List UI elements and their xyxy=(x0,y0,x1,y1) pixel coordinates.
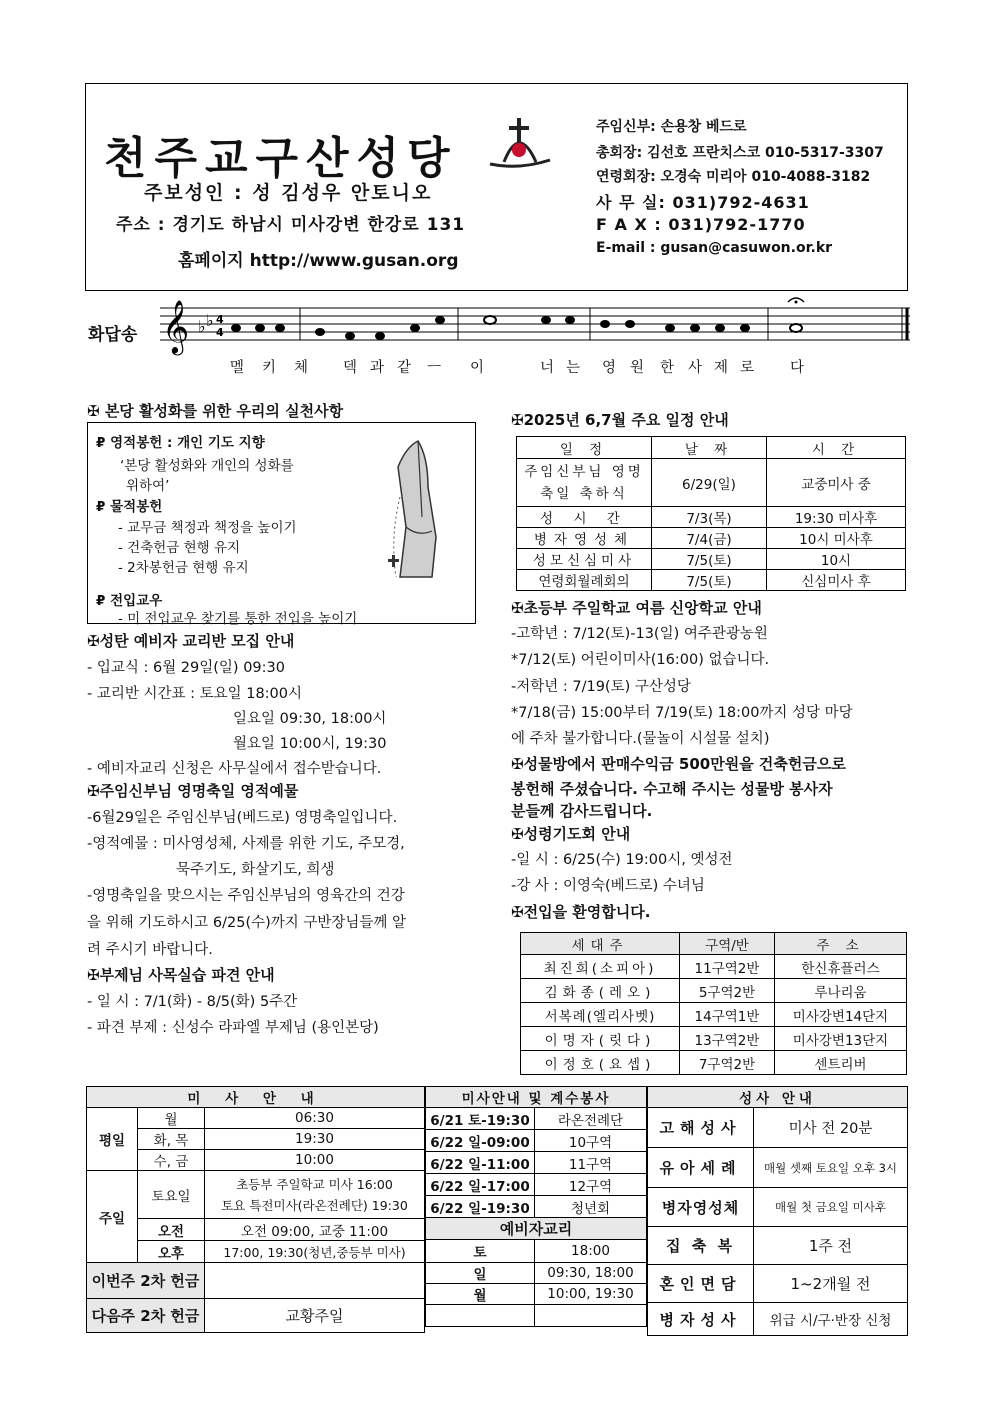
lyric-syllable: 같 xyxy=(397,360,412,376)
lyric-syllable: 제 xyxy=(714,360,729,376)
table-row xyxy=(426,1174,647,1196)
psalm-label: 화답송 xyxy=(88,325,138,345)
schedule-date: 7/5(토) xyxy=(652,570,767,591)
schedule-date: 7/4(금) xyxy=(652,528,767,549)
catechumen-title: 예비자교리 xyxy=(426,1218,647,1240)
catechumen-line: 월요일 10:00시, 19:30 xyxy=(233,736,387,752)
contact-president: 총회장: 김선호 프란치스코 010-5317-3307 xyxy=(596,145,884,161)
schedule-time: 신심미사 후 xyxy=(767,570,906,591)
shop-line: ✠성물방에서 판매수익금 500만원을 건축헌금으로 xyxy=(511,755,846,773)
sacrament-name: 고해성사 xyxy=(648,1108,754,1148)
sacrament-table xyxy=(647,1086,908,1336)
schedule-time: 10시 xyxy=(767,549,906,570)
svg-text:♭: ♭ xyxy=(198,317,206,336)
service-time: 6/22 일-11:00 xyxy=(426,1152,535,1174)
catechumen-line: - 입교식 : 6월 29일(일) 09:30 xyxy=(87,660,285,676)
schedule-event: 병자영성체 xyxy=(517,528,652,549)
table-row xyxy=(517,507,906,528)
feast-line: 려 주시기 바랍니다. xyxy=(87,942,213,958)
schedule-event: 주임신부님 영명축일 축하식 xyxy=(517,459,652,507)
service-time: 6/21 토-19:30 xyxy=(426,1108,535,1130)
welcome-address: 루나리움 xyxy=(775,979,907,1003)
practice-line: ‘본당 활성화와 개인의 성화를 xyxy=(120,458,294,474)
catechumen-time: 10:00, 19:30 xyxy=(535,1284,647,1305)
schedule-date: 6/29(일) xyxy=(652,459,767,507)
shop-line: 분들께 감사드립니다. xyxy=(511,802,653,820)
sacrament-name: 혼인면담 xyxy=(648,1265,754,1303)
catechumen-day: 일 xyxy=(426,1263,535,1284)
welcome-table xyxy=(520,932,907,1075)
deacon-line: - 일 시 : 7/1(화) - 8/5(화) 5주간 xyxy=(87,994,298,1010)
schedule-date: 7/3(목) xyxy=(652,507,767,528)
practice-transfer: 전입교우 xyxy=(110,593,163,609)
contact-pastor: 주임신부: 손용창 베드로 xyxy=(596,119,747,135)
sacrament-title: 성사 안내 xyxy=(648,1087,908,1108)
lyric-syllable: 영 xyxy=(602,360,617,376)
welcome-header: 세대주 xyxy=(521,933,680,955)
contact-office: 사 무 실: 031)792-4631 xyxy=(596,193,810,212)
welcome-address: 센트리버 xyxy=(775,1051,907,1075)
service-group: 11구역 xyxy=(535,1152,647,1174)
weekday-day: 수, 금 xyxy=(138,1150,205,1171)
table-row xyxy=(521,955,907,979)
welcome-name: 이명자(릿다) xyxy=(521,1027,680,1051)
deacon-line: - 파견 부제 : 신성수 라파엘 부제님 (용인본당) xyxy=(87,1020,379,1036)
schedule-header: 시 간 xyxy=(767,437,906,459)
homepage: 홈페이지 http://www.gusan.org xyxy=(178,251,459,271)
collection-this-week: 이번주 2차 헌금 xyxy=(87,1263,205,1299)
lyric-syllable: 다 xyxy=(790,360,805,376)
camp-line: 에 주차 불가합니다.(물놀이 시설물 설치) xyxy=(511,731,770,747)
music-staff xyxy=(160,296,910,356)
lyric-syllable: 는 xyxy=(566,360,581,376)
schedule-time: 19:30 미사후 xyxy=(767,507,906,528)
camp-line: *7/18(금) 15:00부터 7/19(토) 18:00까지 성당 마당 xyxy=(511,705,853,721)
table-row xyxy=(648,1108,908,1148)
cross-icon: ✠ xyxy=(87,402,100,420)
table-row xyxy=(426,1152,647,1174)
lyric-syllable: 원 xyxy=(630,360,645,376)
section-deacon-title: ✠부제님 사목실습 파견 안내 xyxy=(87,966,275,984)
lyric-syllable: 한 xyxy=(660,360,675,376)
cross-icon: ✠ xyxy=(511,411,524,429)
weekday-time: 10:00 xyxy=(205,1150,425,1171)
section-prayer-title: ✠성령기도회 안내 xyxy=(511,825,631,843)
sacrament-info: 위급 시/구·반장 신청 xyxy=(754,1303,908,1336)
sacrament-info: 매월 셋째 토요일 오후 3시 xyxy=(754,1148,908,1188)
table-row xyxy=(521,979,907,1003)
welcome-name: 서복례(엘리사벳) xyxy=(521,1003,680,1027)
table-row xyxy=(648,1148,908,1188)
practice-line: - 2차봉헌금 현행 유지 xyxy=(118,560,249,576)
welcome-header: 주 소 xyxy=(775,933,907,955)
lyric-syllable: 키 xyxy=(262,360,277,376)
welcome-name: 김화종(레오) xyxy=(521,979,680,1003)
table-row xyxy=(426,1130,647,1152)
feast-line: 묵주기도, 화살기도, 희생 xyxy=(176,862,335,878)
camp-line: *7/12(토) 어린이미사(16:00) 없습니다. xyxy=(511,652,770,668)
prayer-line: -일 시 : 6/25(수) 19:00시, 옛성전 xyxy=(511,852,733,868)
catechumen-time: 09:30, 18:00 xyxy=(535,1263,647,1284)
cross-icon: ✠ xyxy=(87,782,100,800)
contact-fax: F A X : 031)792-1770 xyxy=(596,215,806,234)
table-row xyxy=(648,1303,908,1336)
weekday-day: 월 xyxy=(138,1108,205,1129)
schedule-time: 교중미사 중 xyxy=(767,459,906,507)
table-row xyxy=(648,1188,908,1227)
saturday-mass: 초등부 주일학교 미사 16:00 xyxy=(236,1176,393,1192)
afternoon-mass: 17:00, 19:30(청년,중등부 미사) xyxy=(205,1241,425,1263)
cross-icon: ✠ xyxy=(511,599,524,617)
welcome-zone: 7구역2반 xyxy=(680,1051,775,1075)
lyric-syllable: 이 xyxy=(470,360,485,376)
afternoon-label: 오후 xyxy=(138,1241,205,1263)
schedule-table xyxy=(516,436,906,591)
schedule-date: 7/5(토) xyxy=(652,549,767,570)
weekday-day: 화, 목 xyxy=(138,1129,205,1150)
feast-line: -영명축일을 맞으시는 주임신부님의 영육간의 건강 xyxy=(87,888,405,904)
service-title: 미사안내 및 계수봉사 xyxy=(426,1087,647,1108)
practice-line: - 교무금 책정과 책정을 높이기 xyxy=(118,520,297,536)
morning-label: 오전 xyxy=(138,1219,205,1241)
welcome-zone: 11구역2반 xyxy=(680,955,775,979)
practice-box xyxy=(87,422,476,627)
lyric-syllable: 사 xyxy=(688,360,703,376)
table-row xyxy=(426,1196,647,1218)
lyric-syllable: 너 xyxy=(540,360,555,376)
svg-text:4: 4 xyxy=(216,326,224,339)
table-row xyxy=(517,528,906,549)
sacrament-info: 미사 전 20분 xyxy=(754,1108,908,1148)
catechumen-day: 월 xyxy=(426,1284,535,1305)
catechumen-line: - 예비자교리 신청은 사무실에서 접수받습니다. xyxy=(87,761,382,777)
won-icon: ₽ xyxy=(96,593,106,609)
won-icon: ₽ xyxy=(96,435,106,451)
sacrament-name: 집 축 복 xyxy=(648,1227,754,1265)
weekday-time: 06:30 xyxy=(205,1108,425,1129)
feast-line: -영적예물 : 미사영성체, 사제를 위한 기도, 주모경, xyxy=(87,836,405,852)
lyric-syllable: 로 xyxy=(740,360,755,376)
sacrament-name: 병자성사 xyxy=(648,1303,754,1336)
welcome-zone: 5구역2반 xyxy=(680,979,775,1003)
feast-line: -6월29일은 주임신부님(베드로) 영명축일입니다. xyxy=(87,810,398,826)
section-schedule-title: ✠2025년 6,7월 주요 일정 안내 xyxy=(511,411,729,429)
sacrament-name: 유아세례 xyxy=(648,1148,754,1188)
section-catechumen-title: ✠성탄 예비자 교리반 모집 안내 xyxy=(87,632,295,650)
section-welcome-title: ✠전입을 환영합니다. xyxy=(511,903,651,921)
table-row xyxy=(521,1051,907,1075)
svg-text:𝄞: 𝄞 xyxy=(162,299,190,353)
saturday-mass: 토요 특전미사(라온전례단) 19:30 xyxy=(221,1197,408,1213)
mass-table xyxy=(86,1086,425,1333)
feast-line: 을 위해 기도하시고 6/25(수)까지 구반장님들께 알 xyxy=(87,915,407,931)
welcome-address: 미사강변13단지 xyxy=(775,1027,907,1051)
practice-line: - 미 전입교우 찾기를 통한 전입을 높이기 xyxy=(118,611,358,627)
praying-hands-icon xyxy=(370,427,466,587)
parish-logo-icon xyxy=(484,114,554,174)
practice-line: - 건축헌금 현행 유지 xyxy=(118,540,241,556)
catechumen-day: 토 xyxy=(426,1240,535,1263)
empty-cell xyxy=(535,1305,647,1327)
table-row xyxy=(521,1027,907,1051)
section-camp-title: ✠초등부 주일학교 여름 신앙학교 안내 xyxy=(511,599,762,617)
welcome-address: 미사강변14단지 xyxy=(775,1003,907,1027)
schedule-event: 성 시 간 xyxy=(517,507,652,528)
sacrament-name: 병자영성체 xyxy=(648,1188,754,1227)
table-row xyxy=(521,1003,907,1027)
cross-icon: ✠ xyxy=(511,825,524,843)
patron-saint: 주보성인 : 성 김성우 안토니오 xyxy=(144,182,433,204)
table-row xyxy=(648,1227,908,1265)
mass-title: 미 사 안 내 xyxy=(87,1087,425,1108)
table-row xyxy=(517,459,906,507)
sacrament-info: 1~2개월 전 xyxy=(754,1265,908,1303)
table-row xyxy=(426,1263,647,1284)
cross-icon: ✠ xyxy=(511,903,524,921)
service-time: 6/22 일-17:00 xyxy=(426,1174,535,1196)
weekday-label: 평일 xyxy=(87,1108,138,1171)
lyric-syllable: ㅡ xyxy=(427,360,442,376)
table-row xyxy=(426,1108,647,1130)
service-group: 청년회 xyxy=(535,1196,647,1218)
table-row xyxy=(517,549,906,570)
lyric-syllable: 체 xyxy=(294,360,309,376)
saturday-label: 토요일 xyxy=(138,1171,205,1219)
sacrament-info: 1주 전 xyxy=(754,1227,908,1265)
sacrament-info: 매월 첫 금요일 미사후 xyxy=(754,1188,908,1227)
catechumen-line: 일요일 09:30, 18:00시 xyxy=(233,711,387,727)
catechumen-time: 18:00 xyxy=(535,1240,647,1263)
practice-line: 위하여’ xyxy=(126,478,170,494)
table-row xyxy=(426,1240,647,1263)
schedule-event: 연령회월례회의 xyxy=(517,570,652,591)
table-row xyxy=(517,570,906,591)
service-group: 12구역 xyxy=(535,1174,647,1196)
service-table xyxy=(425,1086,647,1327)
cross-icon: ✠ xyxy=(511,755,524,773)
service-group: 라온전례단 xyxy=(535,1108,647,1130)
service-time: 6/22 일-09:00 xyxy=(426,1130,535,1152)
practice-spiritual: 영적봉헌 : 개인 기도 지향 xyxy=(110,435,265,451)
table-row xyxy=(426,1284,647,1305)
camp-line: -고학년 : 7/12(토)-13(일) 여주관광농원 xyxy=(511,626,768,642)
practice-material: 물적봉헌 xyxy=(110,499,163,515)
empty-cell xyxy=(426,1305,535,1327)
collection-next-value: 교황주일 xyxy=(205,1299,425,1333)
parish-title: 천주교구산성당 xyxy=(104,133,458,184)
sunday-label: 주일 xyxy=(87,1171,138,1263)
welcome-name: 이정호(요셉) xyxy=(521,1051,680,1075)
section-practice-title: ✠ 본당 활성화를 위한 우리의 실천사항 xyxy=(87,402,344,420)
welcome-header: 구역/반 xyxy=(680,933,775,955)
svg-text:4: 4 xyxy=(216,313,224,326)
schedule-header: 날 짜 xyxy=(652,437,767,459)
welcome-address: 한신휴플러스 xyxy=(775,955,907,979)
contact-funeral: 연령회장: 오경숙 미리아 010-4088-3182 xyxy=(596,169,871,185)
table-row xyxy=(648,1265,908,1303)
schedule-time: 10시 미사후 xyxy=(767,528,906,549)
svg-text:♭: ♭ xyxy=(206,311,214,330)
morning-mass: 오전 09:00, 교중 11:00 xyxy=(205,1219,425,1241)
service-group: 10구역 xyxy=(535,1130,647,1152)
section-feast-title: ✠주임신부님 영명축일 영적예물 xyxy=(87,782,299,800)
cross-icon: ✠ xyxy=(87,966,100,984)
weekday-time: 19:30 xyxy=(205,1129,425,1150)
header-box xyxy=(85,83,908,291)
contact-email: E-mail : gusan@casuwon.or.kr xyxy=(596,240,833,256)
collection-next-week: 다음주 2차 헌금 xyxy=(87,1299,205,1333)
collection-this-value xyxy=(205,1263,425,1299)
catechumen-line: - 교리반 시간표 : 토요일 18:00시 xyxy=(87,686,303,702)
lyric-syllable: 덱 xyxy=(343,360,358,376)
welcome-zone: 14구역1반 xyxy=(680,1003,775,1027)
service-time: 6/22 일-19:30 xyxy=(426,1196,535,1218)
welcome-zone: 13구역2반 xyxy=(680,1027,775,1051)
address: 주소 : 경기도 하남시 미사강변 한강로 131 xyxy=(116,215,466,235)
lyric-syllable: 과 xyxy=(370,360,385,376)
camp-line: -저학년 : 7/19(토) 구산성당 xyxy=(511,679,691,695)
schedule-event: 성모신심미사 xyxy=(517,549,652,570)
shop-line: 봉헌해 주셨습니다. 수고해 주시는 성물방 봉사자 xyxy=(511,780,833,798)
prayer-line: -강 사 : 이영숙(베드로) 수녀님 xyxy=(511,878,705,894)
schedule-header: 일 정 xyxy=(517,437,652,459)
welcome-name: 최진희(소피아) xyxy=(521,955,680,979)
lyric-syllable: 멜 xyxy=(230,360,245,376)
won-icon: ₽ xyxy=(96,499,106,515)
cross-icon: ✠ xyxy=(87,632,100,650)
